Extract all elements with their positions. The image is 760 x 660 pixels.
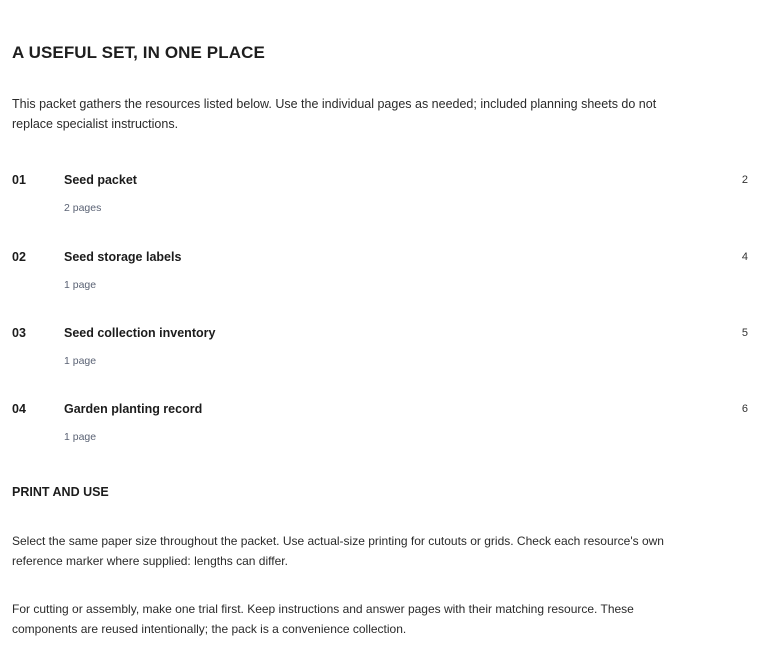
- entry-page-count: 2 pages: [64, 202, 102, 214]
- entry-page-count: 1 page: [64, 279, 97, 291]
- entry-page-number: 5: [741, 327, 748, 339]
- entry-title[interactable]: Seed storage labels: [64, 250, 182, 264]
- contents-entry[interactable]: [12, 402, 748, 462]
- contents-entry[interactable]: [12, 326, 748, 386]
- entry-page-count: 1 page: [64, 431, 97, 443]
- assembly-instructions-paragraph: For cutting or assembly, make one trial first. Keep instructions and answer pages with their matching resource. These components are reused intentionally; the pack is a convenience collection.: [12, 602, 634, 636]
- print-instructions-paragraph: Select the same paper size throughout the packet. Use actual-size printing for cutouts or grids. Check each resource's own reference marker where supplied: lengths can differ.: [12, 534, 664, 568]
- entry-title[interactable]: Seed packet: [64, 173, 137, 187]
- print-and-use-heading: PRINT AND USE: [12, 485, 109, 499]
- contents-list: [12, 0, 748, 450]
- entry-title[interactable]: Garden planting record: [64, 402, 203, 416]
- contents-entry[interactable]: [12, 250, 748, 310]
- entry-number: 03: [12, 326, 26, 340]
- entry-page-count: 1 page: [64, 355, 97, 367]
- entry-page-number: 6: [741, 403, 748, 415]
- entry-number: 01: [12, 173, 26, 187]
- entry-page-number: 4: [741, 251, 748, 263]
- entry-number: 04: [12, 402, 26, 416]
- entry-page-number: 2: [741, 174, 748, 186]
- intro-paragraph: This packet gathers the resources listed below. Use the individual pages as needed; included planning sheets do not replace specialist instructions.: [12, 97, 657, 131]
- contents-entry[interactable]: [12, 173, 748, 233]
- entry-title[interactable]: Seed collection inventory: [64, 326, 216, 340]
- page-title: A USEFUL SET, IN ONE PLACE: [12, 43, 265, 62]
- entry-number: 02: [12, 250, 26, 264]
